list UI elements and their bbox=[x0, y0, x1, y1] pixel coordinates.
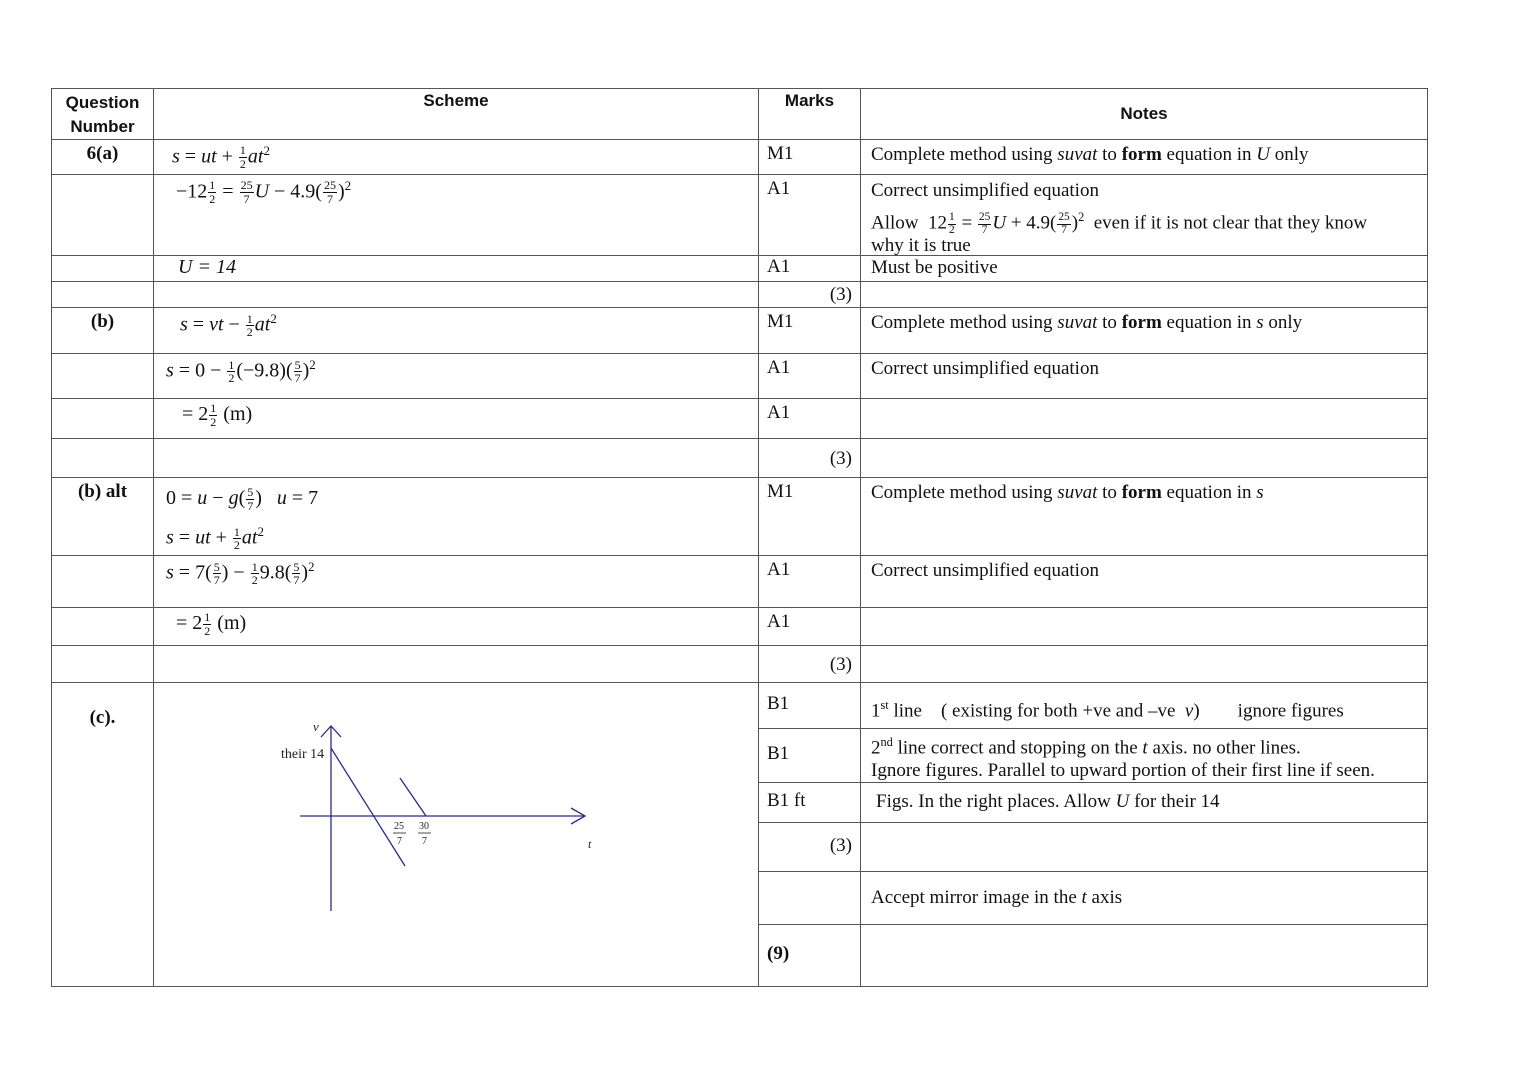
scheme-cell: = 2 $\frac{1}{2}$ (m) bbox=[154, 608, 759, 646]
table-row bbox=[52, 282, 1428, 308]
note-cell: Correct unsimplified equation bbox=[861, 556, 1428, 608]
scheme-cell: U = 14 bbox=[154, 256, 759, 282]
x2-numerator: 30 bbox=[419, 821, 429, 833]
mark-cell: A1 bbox=[759, 354, 861, 399]
note-cell: Figs. In the right places. Allow U for their 14 bbox=[861, 783, 1428, 823]
question-label: (b) alt bbox=[52, 478, 154, 556]
note-cell: Correct unsimplified equation Allow 12 $\frac{1}{2}$ = $\frac{25}{7}$ U + 4.9( $\frac{25}{7}$ )$^2$ even if it is not clear that they know why it is true bbox=[861, 175, 1428, 256]
mark-cell: A1 bbox=[759, 256, 861, 282]
header-notes: Notes bbox=[861, 89, 1428, 140]
table-row bbox=[52, 646, 1428, 683]
v-axis-label: v bbox=[313, 719, 319, 735]
mark-cell: M1 bbox=[759, 308, 861, 354]
note-cell: Accept mirror image in the t axis bbox=[861, 872, 1428, 925]
graph-cell bbox=[154, 683, 759, 987]
note-cell: Complete method using suvat to form equation in s bbox=[861, 478, 1428, 556]
table-row bbox=[52, 354, 1428, 399]
table-row bbox=[52, 256, 1428, 282]
subtotal-mark: (3) bbox=[759, 282, 861, 308]
table-row bbox=[52, 399, 1428, 439]
header-row bbox=[52, 89, 1428, 140]
table-row bbox=[52, 556, 1428, 608]
header-question: Question Number bbox=[52, 89, 154, 140]
table-row bbox=[52, 439, 1428, 478]
second-line bbox=[400, 778, 426, 816]
mark-cell: B1 bbox=[759, 683, 861, 729]
mark-cell: M1 bbox=[759, 478, 861, 556]
scheme-cell: = 2 $\frac{1}{2}$ (m) bbox=[154, 399, 759, 439]
their-14-label: their 14 bbox=[281, 747, 325, 763]
header-scheme: Scheme bbox=[154, 89, 759, 140]
note-cell: 2nd line correct and stopping on the t axis. no other lines. Ignore figures. Parallel to upward portion of their first line if seen. bbox=[861, 729, 1428, 783]
note-cell: Must be positive bbox=[861, 256, 1428, 282]
x1-denominator: 7 bbox=[397, 836, 402, 848]
mark-cell: B1 ft bbox=[759, 783, 861, 823]
header-marks: Marks bbox=[759, 89, 861, 140]
table-row bbox=[52, 608, 1428, 646]
scheme-cell: 0 = u − g( $\frac{5}{7}$ ) u = 7 s = ut + $\frac{1}{2}$ $at^2$ bbox=[154, 478, 759, 556]
scheme-cell: s = 0 − $\frac{1}{2}$ (−9.8)( $\frac{5}{7}$ )$^2$ bbox=[154, 354, 759, 399]
subtotal-mark: (3) bbox=[759, 823, 861, 872]
velocity-time-graph bbox=[154, 683, 754, 983]
question-label: 6(a) bbox=[52, 140, 154, 175]
note-cell: Complete method using suvat to form equation in s only bbox=[861, 308, 1428, 354]
mark-cell: M1 bbox=[759, 140, 861, 175]
question-label: (b) bbox=[52, 308, 154, 354]
grand-total-mark: (9) bbox=[759, 925, 861, 987]
table-row bbox=[52, 683, 1428, 729]
scheme-cell: −12 $\frac{1}{2}$ = $\frac{25}{7}$ U − 4.9( $\frac{25}{7}$ )$^2$ bbox=[154, 175, 759, 256]
mark-cell: A1 bbox=[759, 399, 861, 439]
question-label: (c). bbox=[52, 683, 154, 987]
mark-cell: A1 bbox=[759, 556, 861, 608]
table-row bbox=[52, 308, 1428, 354]
first-line bbox=[331, 748, 405, 866]
subtotal-mark: (3) bbox=[759, 646, 861, 683]
subtotal-mark: (3) bbox=[759, 439, 861, 478]
table-row bbox=[52, 175, 1428, 256]
scheme-cell: s = 7( $\frac{5}{7}$ ) − $\frac{1}{2}$ 9.8( $\frac{5}{7}$ )$^2$ bbox=[154, 556, 759, 608]
scheme-cell: s = ut + $\frac{1}{2}$ $at^2$ bbox=[154, 140, 759, 175]
mark-scheme-table bbox=[51, 88, 1428, 987]
note-cell: 1st line ( existing for both +ve and –ve v) ignore figures bbox=[861, 683, 1428, 729]
table-row bbox=[52, 478, 1428, 556]
table-row bbox=[52, 140, 1428, 175]
mark-cell: A1 bbox=[759, 608, 861, 646]
x1-numerator: 25 bbox=[394, 821, 404, 833]
mark-cell: A1 bbox=[759, 175, 861, 256]
note-cell: Correct unsimplified equation bbox=[861, 354, 1428, 399]
x2-denominator: 7 bbox=[422, 836, 427, 848]
note-cell: Complete method using suvat to form equation in U only bbox=[861, 140, 1428, 175]
scheme-cell: s = vt − $\frac{1}{2}$ $at^2$ bbox=[154, 308, 759, 354]
mark-cell: B1 bbox=[759, 729, 861, 783]
t-axis-label: t bbox=[588, 837, 592, 852]
